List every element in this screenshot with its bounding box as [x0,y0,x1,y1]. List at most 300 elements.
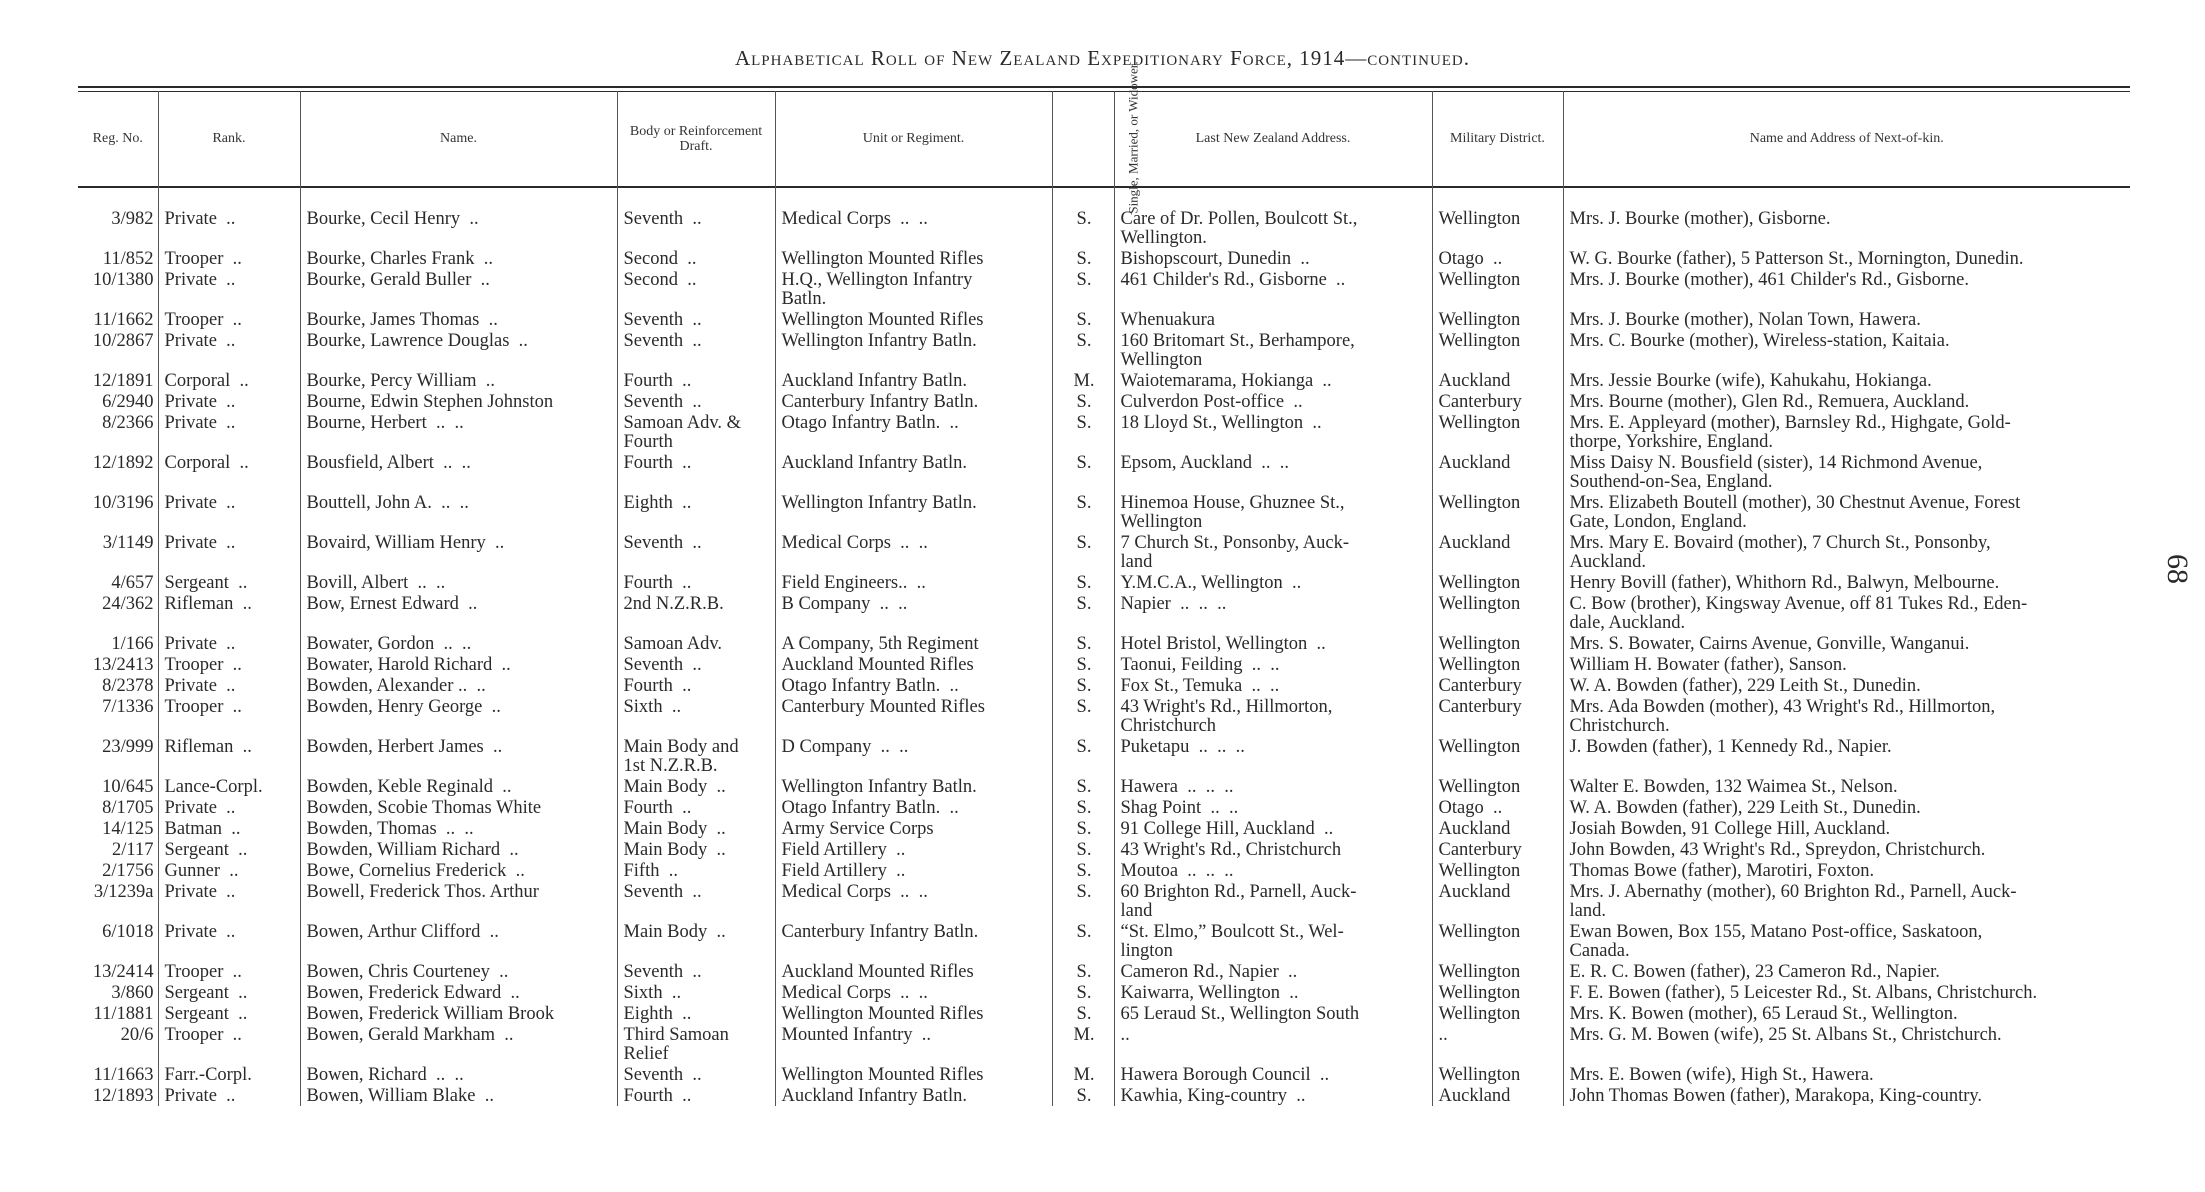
cell-district: Wellington [1432,1003,1563,1024]
cell-rank: Private .. [158,797,300,818]
cell-status: S. [1052,412,1114,452]
cell-next-of-kin: Josiah Bowden, 91 College Hill, Auckland. [1563,818,2130,839]
table-row [78,860,2130,881]
cell-name: Bourke, James Thomas .. [300,309,617,330]
cell-name: Bowater, Gordon .. .. [300,633,617,654]
cell-reg-no: 3/1149 [102,533,154,553]
cell-name: Bovaird, William Henry .. [300,532,617,572]
cell-rank: Trooper .. [158,961,300,982]
cell-draft: Main Body .. [617,776,775,797]
cell-rank: Private .. [158,269,300,309]
cell-district: Canterbury [1432,675,1563,696]
table-row [78,839,2130,860]
cell-draft: Eighth .. [617,1003,775,1024]
table-row [78,593,2130,633]
cell-rank: Trooper .. [158,309,300,330]
cell-address: Y.M.C.A., Wellington .. [1114,572,1432,593]
cell-unit: Wellington Mounted Rifles [775,309,1052,330]
cell-status: S. [1052,654,1114,675]
cell-district: Auckland [1432,818,1563,839]
cell-unit: Field Engineers.. .. [775,572,1052,593]
table-row [78,776,2130,797]
cell-name: Bowden, William Richard .. [300,839,617,860]
cell-next-of-kin: Walter E. Bowden, 132 Waimea St., Nelson. [1563,776,2130,797]
cell-unit: Auckland Infantry Batln. [775,370,1052,391]
cell-reg-no: 6/1018 [102,922,154,942]
cell-next-of-kin: Mrs. Ada Bowden (mother), 43 Wright's Rd., Hillmorton, Christchurch. [1563,696,2130,736]
cell-reg-no: 13/2414 [92,962,154,982]
cell-address: Hotel Bristol, Wellington .. [1114,633,1432,654]
cell-reg-no: 11/1881 [93,1004,154,1024]
cell-draft: Main Body and 1st N.Z.R.B. [617,736,775,776]
cell-status: S. [1052,309,1114,330]
header-next-of-kin: Name and Address of Next-of-kin. [1563,91,2130,186]
table-row [78,654,2130,675]
cell-rank: Private .. [158,412,300,452]
cell-status: S. [1052,452,1114,492]
cell-reg-no: 20/6 [120,1025,154,1045]
cell-name: Bourke, Cecil Henry .. [300,186,617,248]
cell-reg-no: 10/2867 [92,331,154,351]
cell-name: Bourne, Herbert .. .. [300,412,617,452]
table-row [78,370,2130,391]
cell-next-of-kin: W. A. Bowden (father), 229 Leith St., Dunedin. [1563,797,2130,818]
cell-reg-no: 10/3196 [92,493,154,513]
header-row [78,91,2130,186]
cell-name: Bovill, Albert .. .. [300,572,617,593]
cell-status: S. [1052,330,1114,370]
cell-address: Waiotemarama, Hokianga .. [1114,370,1432,391]
cell-status: S. [1052,633,1114,654]
cell-name: Bowen, Richard .. .. [300,1064,617,1085]
cell-unit: Auckland Infantry Batln. [775,1085,1052,1106]
table-row [78,492,2130,532]
cell-rank: Gunner .. [158,860,300,881]
cell-district: .. [1432,1024,1563,1064]
cell-next-of-kin: Mrs. S. Bowater, Cairns Avenue, Gonville, Wanganui. [1563,633,2130,654]
cell-status: S. [1052,572,1114,593]
cell-district: Wellington [1432,961,1563,982]
roll-table [78,61,2130,1106]
cell-rank: Private .. [158,633,300,654]
cell-rank: Private .. [158,881,300,921]
cell-reg-no: 12/1892 [92,453,154,473]
cell-next-of-kin: Mrs. Jessie Bourke (wife), Kahukahu, Hokianga. [1563,370,2130,391]
cell-status: S. [1052,961,1114,982]
cell-reg-no: 2/117 [112,840,154,860]
cell-next-of-kin: C. Bow (brother), Kingsway Avenue, off 81 Tukes Rd., Eden- dale, Auckland. [1563,593,2130,633]
cell-name: Bowell, Frederick Thos. Arthur [300,881,617,921]
cell-rank: Trooper .. [158,248,300,269]
table-row [78,572,2130,593]
cell-name: Bowen, Gerald Markham .. [300,1024,617,1064]
cell-address: Kaiwarra, Wellington .. [1114,982,1432,1003]
header-rule-top [78,86,2130,88]
cell-reg-no: 4/657 [111,573,154,593]
cell-draft: 2nd N.Z.R.B. [617,593,775,633]
cell-draft: Seventh .. [617,309,775,330]
cell-address: 43 Wright's Rd., Hillmorton, Christchurch [1114,696,1432,736]
cell-unit: Medical Corps .. .. [775,186,1052,248]
cell-status: S. [1052,860,1114,881]
cell-draft: Second .. [617,248,775,269]
cell-next-of-kin: Miss Daisy N. Bousfield (sister), 14 Richmond Avenue, Southend-on-Sea, England. [1563,452,2130,492]
cell-reg-no: 11/852 [102,249,154,269]
cell-reg-no: 3/982 [111,209,154,229]
cell-draft: Fourth .. [617,572,775,593]
table-row [78,633,2130,654]
cell-draft: Fourth .. [617,797,775,818]
cell-next-of-kin: Mrs. K. Bowen (mother), 65 Leraud St., Wellington. [1563,1003,2130,1024]
page-number: 68 [2161,554,2194,584]
table-row [78,186,2130,248]
cell-rank: Private .. [158,1085,300,1106]
cell-rank: Private .. [158,391,300,412]
cell-draft: Fourth .. [617,1085,775,1106]
header-draft: Body or Reinforcement Draft. [617,91,775,186]
cell-name: Bowden, Thomas .. .. [300,818,617,839]
cell-address: Moutoa .. .. .. [1114,860,1432,881]
cell-district: Wellington [1432,330,1563,370]
cell-unit: H.Q., Wellington Infantry Batln. [775,269,1052,309]
cell-status: S. [1052,492,1114,532]
cell-next-of-kin: Mrs. Bourne (mother), Glen Rd., Remuera, Auckland. [1563,391,2130,412]
cell-rank: Private .. [158,921,300,961]
cell-reg-no: 8/2378 [102,676,154,696]
cell-unit: Wellington Infantry Batln. [775,330,1052,370]
cell-unit: Wellington Infantry Batln. [775,776,1052,797]
cell-unit: Canterbury Infantry Batln. [775,921,1052,961]
table-row [78,797,2130,818]
cell-name: Bouttell, John A. .. .. [300,492,617,532]
header-status-label: Single, Married, or Widower. [1125,61,1141,214]
cell-name: Bowden, Henry George .. [300,696,617,736]
cell-status: S. [1052,797,1114,818]
cell-name: Bourke, Gerald Buller .. [300,269,617,309]
cell-rank: Trooper .. [158,696,300,736]
header-rank: Rank. [158,91,300,186]
table-row [78,532,2130,572]
cell-district: Wellington [1432,982,1563,1003]
page-title: Alphabetical Roll of New Zealand Expeditionary Force, 1914—continued. [734,46,1471,70]
cell-district: Wellington [1432,492,1563,532]
cell-status: S. [1052,391,1114,412]
cell-reg-no: 10/1380 [92,270,154,290]
cell-unit: Otago Infantry Batln. .. [775,675,1052,696]
cell-unit: Medical Corps .. .. [775,982,1052,1003]
cell-next-of-kin: Mrs. G. M. Bowen (wife), 25 St. Albans St., Christchurch. [1563,1024,2130,1064]
cell-reg-no: 24/362 [102,594,154,614]
cell-name: Bowden, Scobie Thomas White [300,797,617,818]
table-row [78,330,2130,370]
cell-status: S. [1052,839,1114,860]
cell-address: .. [1114,1024,1432,1064]
cell-name: Bourke, Lawrence Douglas .. [300,330,617,370]
cell-district: Wellington [1432,269,1563,309]
cell-address: Taonui, Feilding .. .. [1114,654,1432,675]
cell-status: S. [1052,736,1114,776]
cell-district: Canterbury [1432,696,1563,736]
cell-reg-no: 10/645 [102,777,154,797]
cell-next-of-kin: Ewan Bowen, Box 155, Matano Post-office, Saskatoon, Canada. [1563,921,2130,961]
cell-name: Bowden, Alexander .. .. [300,675,617,696]
cell-district: Otago .. [1432,797,1563,818]
cell-rank: Rifleman .. [158,593,300,633]
cell-reg-no: 3/1239a [93,882,154,902]
table-row [78,1085,2130,1106]
cell-district: Wellington [1432,860,1563,881]
cell-district: Wellington [1432,736,1563,776]
cell-district: Wellington [1432,309,1563,330]
cell-unit: Canterbury Infantry Batln. [775,391,1052,412]
cell-reg-no: 13/2413 [92,655,154,675]
cell-address: 7 Church St., Ponsonby, Auck- land [1114,532,1432,572]
cell-district: Canterbury [1432,391,1563,412]
cell-name: Bow, Ernest Edward .. [300,593,617,633]
cell-rank: Lance-Corpl. [158,776,300,797]
cell-address: Hinemoa House, Ghuznee St., Wellington [1114,492,1432,532]
cell-district: Wellington [1432,593,1563,633]
cell-draft: Seventh .. [617,961,775,982]
table-row [78,269,2130,309]
header-address: Last New Zealand Address. [1114,91,1432,186]
cell-unit: Auckland Mounted Rifles [775,961,1052,982]
header-reg-no: Reg. No. [92,131,143,146]
cell-address: Cameron Rd., Napier .. [1114,961,1432,982]
cell-draft: Samoan Adv. [617,633,775,654]
cell-next-of-kin: Mrs. J. Bourke (mother), 461 Childer's Rd., Gisborne. [1563,269,2130,309]
cell-draft: Sixth .. [617,696,775,736]
table-row [78,961,2130,982]
cell-status: S. [1052,675,1114,696]
header-unit: Unit or Regiment. [775,91,1052,186]
header-district: Military District. [1432,91,1563,186]
cell-next-of-kin: Mrs. J. Abernathy (mother), 60 Brighton Rd., Parnell, Auck- land. [1563,881,2130,921]
cell-draft: Main Body .. [617,818,775,839]
cell-draft: Seventh .. [617,330,775,370]
cell-reg-no: 23/999 [102,737,154,757]
cell-unit: Auckland Infantry Batln. [775,452,1052,492]
header-status [1052,61,1141,214]
cell-name: Bowden, Herbert James .. [300,736,617,776]
cell-unit: Otago Infantry Batln. .. [775,797,1052,818]
cell-reg-no: 2/1756 [102,861,154,881]
cell-reg-no: 12/1891 [92,371,154,391]
cell-next-of-kin: John Thomas Bowen (father), Marakopa, King-country. [1563,1085,2130,1106]
cell-next-of-kin: F. E. Bowen (father), 5 Leicester Rd., St. Albans, Christchurch. [1563,982,2130,1003]
cell-address: Shag Point .. .. [1114,797,1432,818]
cell-unit: D Company .. .. [775,736,1052,776]
cell-status: S. [1052,818,1114,839]
cell-unit: Auckland Mounted Rifles [775,654,1052,675]
cell-reg-no: 12/1893 [92,1086,154,1106]
table-row [78,982,2130,1003]
cell-name: Bourne, Edwin Stephen Johnston [300,391,617,412]
cell-district: Wellington [1432,186,1563,248]
table-row [78,1064,2130,1085]
table-row [78,921,2130,961]
roll-body [78,186,2130,1106]
cell-unit: Field Artillery .. [775,860,1052,881]
cell-reg-no: 11/1662 [93,310,154,330]
cell-name: Bowen, Chris Courteney .. [300,961,617,982]
cell-draft: Fifth .. [617,860,775,881]
cell-unit: Army Service Corps [775,818,1052,839]
cell-draft: Seventh .. [617,391,775,412]
cell-address: Napier .. .. .. [1114,593,1432,633]
cell-unit: Medical Corps .. .. [775,881,1052,921]
cell-status: S. [1052,248,1114,269]
cell-next-of-kin: John Bowden, 43 Wright's Rd., Spreydon, Christchurch. [1563,839,2130,860]
cell-district: Auckland [1432,370,1563,391]
cell-address: Hawera Borough Council .. [1114,1064,1432,1085]
cell-rank: Private .. [158,532,300,572]
cell-unit: Canterbury Mounted Rifles [775,696,1052,736]
cell-next-of-kin: Mrs. E. Appleyard (mother), Barnsley Rd., Highgate, Gold- thorpe, Yorkshire, England. [1563,412,2130,452]
cell-address: 91 College Hill, Auckland .. [1114,818,1432,839]
cell-next-of-kin: Thomas Bowe (father), Marotiri, Foxton. [1563,860,2130,881]
cell-status: S. [1052,776,1114,797]
cell-draft: Seventh .. [617,532,775,572]
cell-next-of-kin: W. G. Bourke (father), 5 Patterson St., Mornington, Dunedin. [1563,248,2130,269]
cell-draft: Sixth .. [617,982,775,1003]
cell-unit: Wellington Mounted Rifles [775,1064,1052,1085]
cell-rank: Sergeant .. [158,572,300,593]
cell-status: S. [1052,696,1114,736]
cell-address: 65 Leraud St., Wellington South [1114,1003,1432,1024]
cell-rank: Private .. [158,492,300,532]
cell-next-of-kin: J. Bowden (father), 1 Kennedy Rd., Napier. [1563,736,2130,776]
cell-unit: A Company, 5th Regiment [775,633,1052,654]
cell-draft: Fourth .. [617,370,775,391]
cell-status: M. [1052,370,1114,391]
cell-rank: Rifleman .. [158,736,300,776]
cell-unit: Mounted Infantry .. [775,1024,1052,1064]
cell-reg-no: 3/860 [111,983,154,1003]
cell-address: Whenuakura [1114,309,1432,330]
table-row [78,818,2130,839]
table-row [78,309,2130,330]
cell-unit: Wellington Infantry Batln. [775,492,1052,532]
cell-next-of-kin: Mrs. E. Bowen (wife), High St., Hawera. [1563,1064,2130,1085]
cell-next-of-kin: E. R. C. Bowen (father), 23 Cameron Rd., Napier. [1563,961,2130,982]
table-row [78,1024,2130,1064]
cell-district: Otago .. [1432,248,1563,269]
cell-unit: B Company .. .. [775,593,1052,633]
cell-next-of-kin: Mrs. C. Bourke (mother), Wireless-station, Kaitaia. [1563,330,2130,370]
cell-rank: Private .. [158,330,300,370]
cell-district: Auckland [1432,452,1563,492]
table-row [78,736,2130,776]
cell-rank: Trooper .. [158,1024,300,1064]
cell-district: Auckland [1432,532,1563,572]
cell-address: Fox St., Temuka .. .. [1114,675,1432,696]
cell-rank: Sergeant .. [158,982,300,1003]
cell-next-of-kin: Mrs. Mary E. Bovaird (mother), 7 Church St., Ponsonby, Auckland. [1563,532,2130,572]
cell-next-of-kin: William H. Bowater (father), Sanson. [1563,654,2130,675]
cell-reg-no: 8/1705 [102,798,154,818]
table-row [78,412,2130,452]
cell-district: Auckland [1432,881,1563,921]
cell-unit: Wellington Mounted Rifles [775,248,1052,269]
cell-rank: Sergeant .. [158,839,300,860]
cell-name: Bousfield, Albert .. .. [300,452,617,492]
cell-draft: Main Body .. [617,921,775,961]
cell-district: Wellington [1432,654,1563,675]
cell-district: Wellington [1432,633,1563,654]
cell-reg-no: 1/166 [111,634,154,654]
cell-address: “St. Elmo,” Boulcott St., Wel- lington [1114,921,1432,961]
cell-draft: Third Samoan Relief [617,1024,775,1064]
cell-draft: Seventh .. [617,654,775,675]
cell-address: Epsom, Auckland .. .. [1114,452,1432,492]
cell-reg-no: 14/125 [102,819,154,839]
cell-rank: Farr.-Corpl. [158,1064,300,1085]
cell-district: Wellington [1432,776,1563,797]
cell-address: Culverdon Post-office .. [1114,391,1432,412]
cell-status: S. [1052,982,1114,1003]
cell-address: 60 Brighton Rd., Parnell, Auck- land [1114,881,1432,921]
cell-status: S. [1052,881,1114,921]
cell-status: S. [1052,532,1114,572]
cell-rank: Trooper .. [158,654,300,675]
cell-rank: Corporal .. [158,452,300,492]
cell-district: Wellington [1432,572,1563,593]
cell-name: Bowden, Keble Reginald .. [300,776,617,797]
cell-rank: Private .. [158,186,300,248]
cell-next-of-kin: Mrs. J. Bourke (mother), Nolan Town, Hawera. [1563,309,2130,330]
cell-address: 461 Childer's Rd., Gisborne .. [1114,269,1432,309]
cell-next-of-kin: W. A. Bowden (father), 229 Leith St., Dunedin. [1563,675,2130,696]
cell-reg-no: 8/2366 [102,413,154,433]
cell-draft: Eighth .. [617,492,775,532]
cell-draft: Fourth .. [617,452,775,492]
cell-district: Wellington [1432,1064,1563,1085]
cell-unit: Wellington Mounted Rifles [775,1003,1052,1024]
cell-address: Puketapu .. .. .. [1114,736,1432,776]
cell-address: Hawera .. .. .. [1114,776,1432,797]
cell-rank: Batman .. [158,818,300,839]
cell-status: S. [1052,1003,1114,1024]
cell-draft: Samoan Adv. & Fourth [617,412,775,452]
cell-address: Kawhia, King-country .. [1114,1085,1432,1106]
cell-next-of-kin: Mrs. J. Bourke (mother), Gisborne. [1563,186,2130,248]
cell-address: Bishopscourt, Dunedin .. [1114,248,1432,269]
cell-status: S. [1052,1085,1114,1106]
cell-name: Bowen, Frederick William Brook [300,1003,617,1024]
cell-status: S. [1052,269,1114,309]
cell-status: S. [1052,593,1114,633]
table-row [78,452,2130,492]
cell-name: Bowen, William Blake .. [300,1085,617,1106]
table-row [78,1003,2130,1024]
table-row [78,881,2130,921]
cell-district: Canterbury [1432,839,1563,860]
cell-address: 43 Wright's Rd., Christchurch [1114,839,1432,860]
table-row [78,696,2130,736]
cell-status: M. [1052,1064,1114,1085]
cell-address: 18 Lloyd St., Wellington .. [1114,412,1432,452]
cell-draft: Fourth .. [617,675,775,696]
cell-draft: Seventh .. [617,881,775,921]
cell-rank: Private .. [158,675,300,696]
cell-status: S. [1052,186,1114,248]
cell-next-of-kin: Mrs. Elizabeth Boutell (mother), 30 Chestnut Avenue, Forest Gate, London, England. [1563,492,2130,532]
cell-district: Wellington [1432,412,1563,452]
cell-rank: Corporal .. [158,370,300,391]
cell-reg-no: 6/2940 [102,392,154,412]
header-name: Name. [300,91,617,186]
